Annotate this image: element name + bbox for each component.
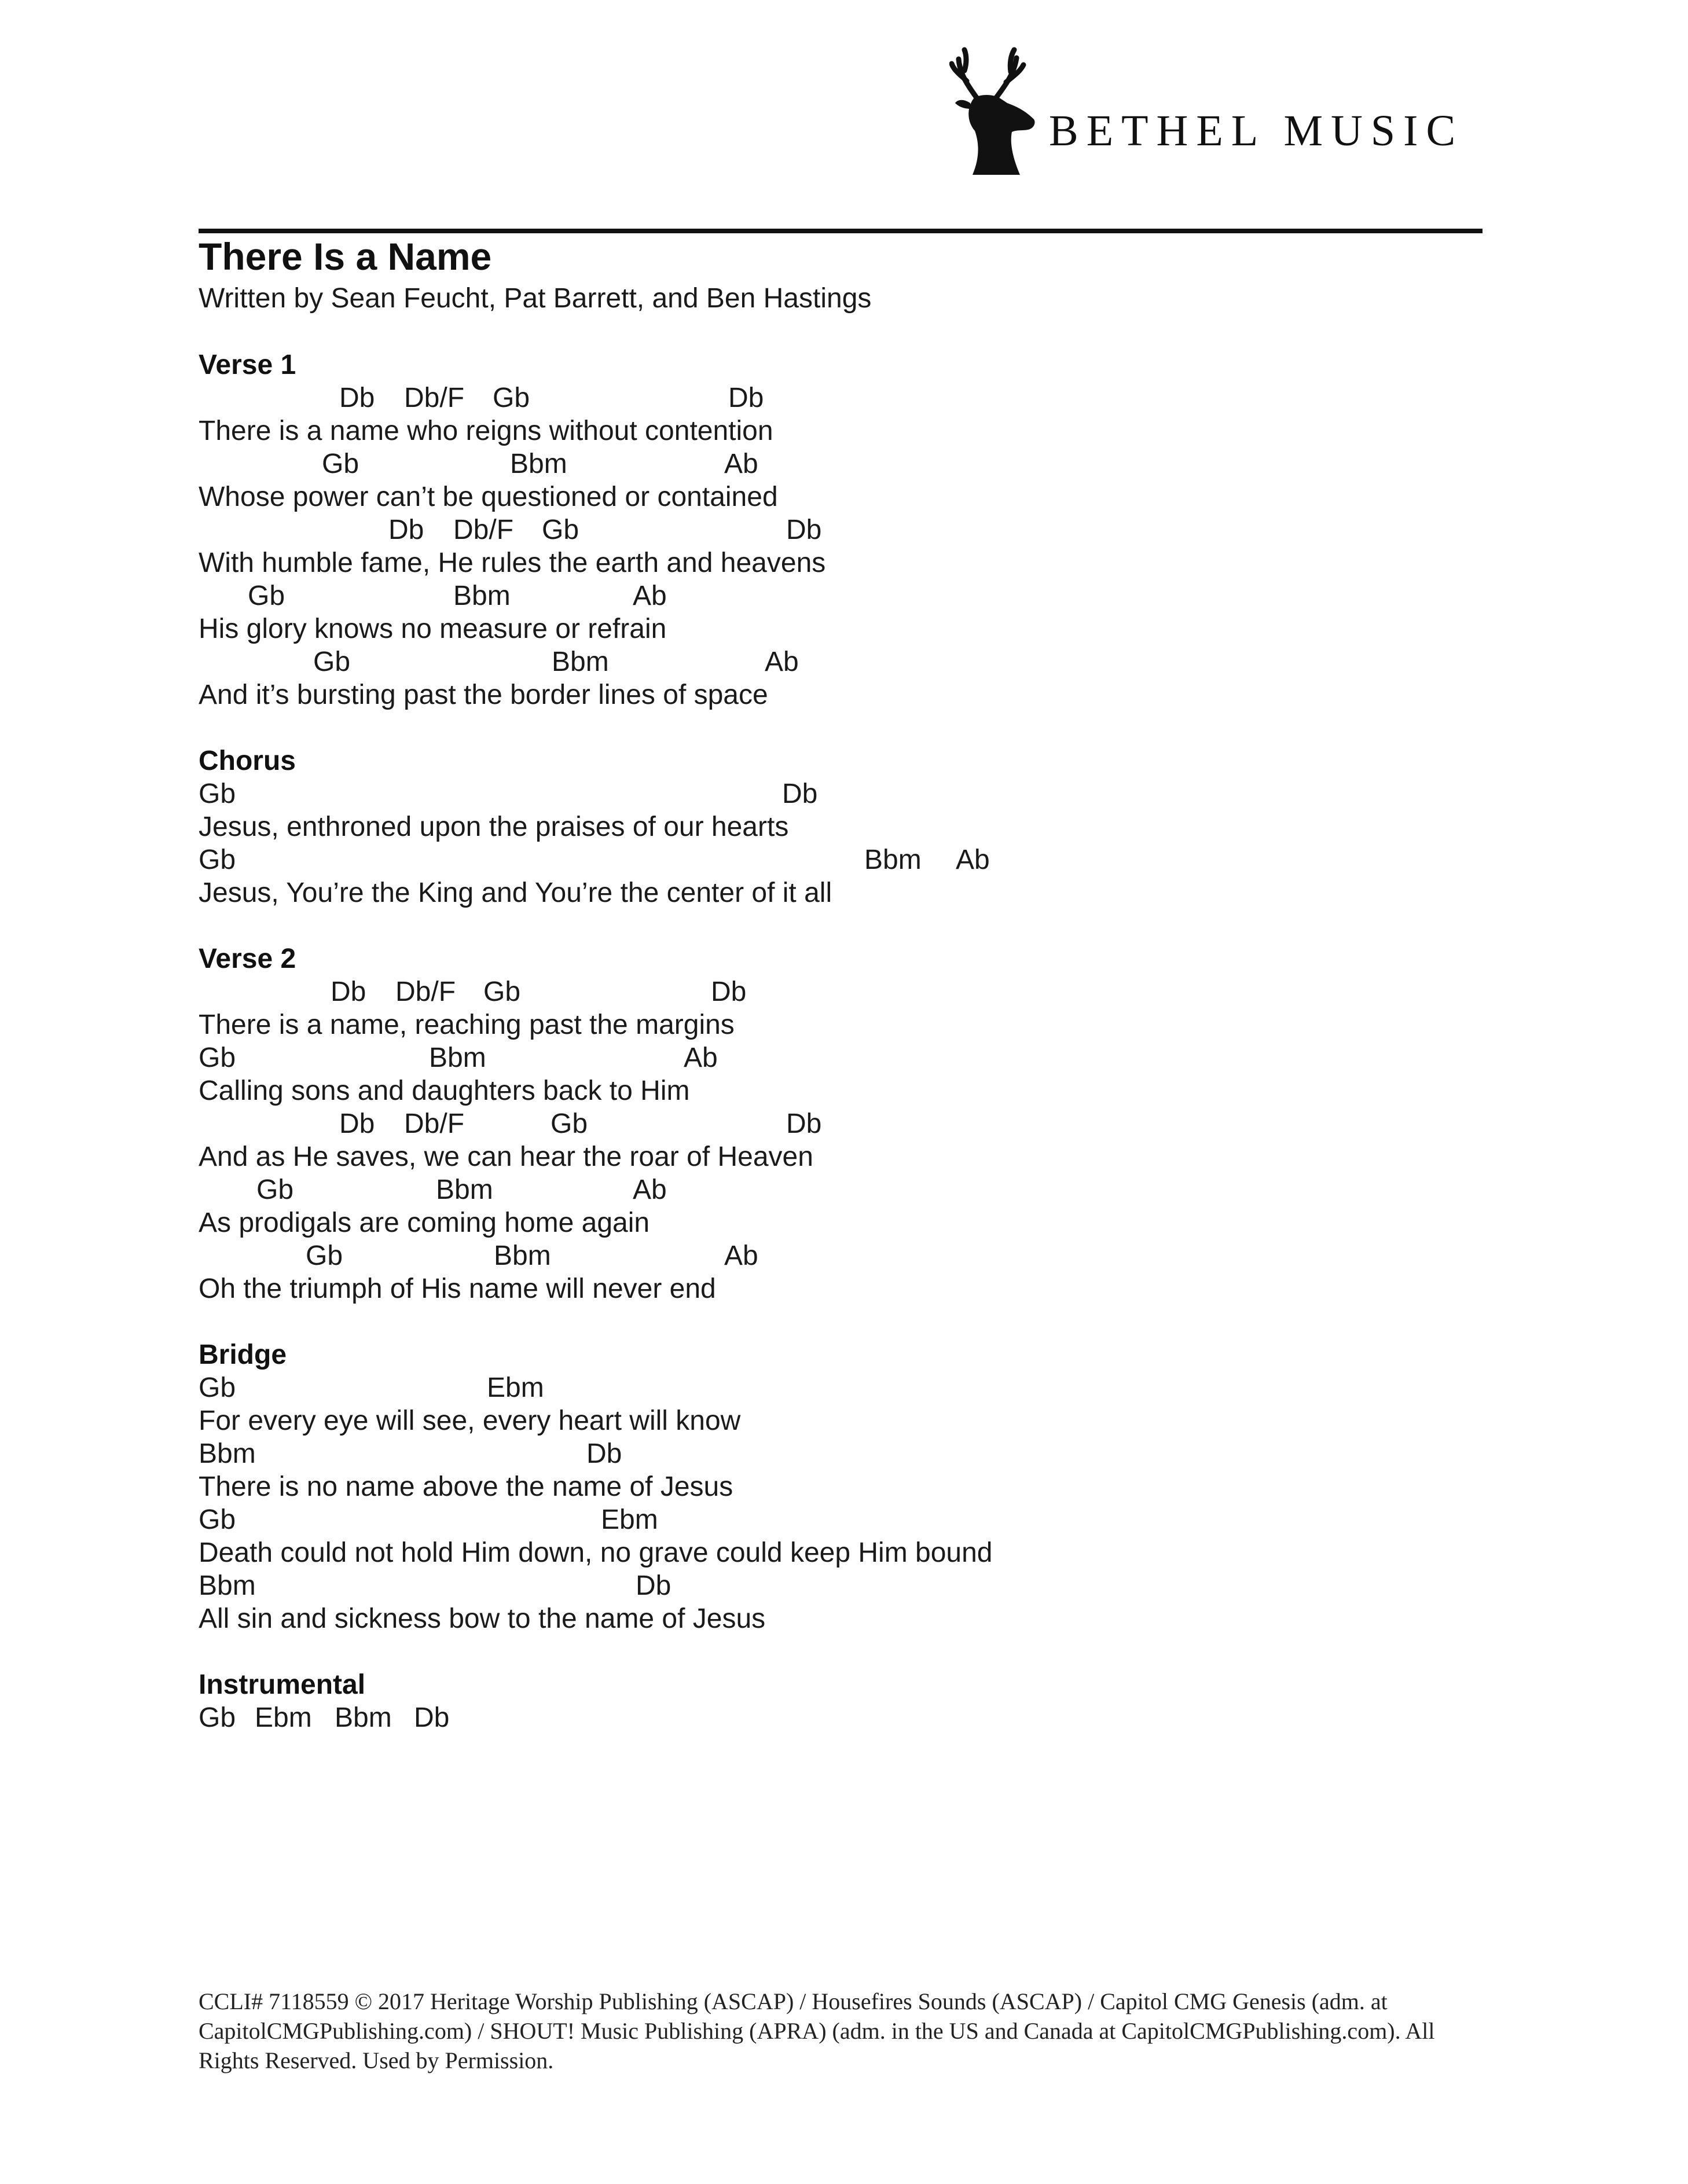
- chord: Db: [782, 779, 818, 809]
- chord: Bbm: [436, 1174, 493, 1205]
- lyric-line: And it’s bursting past the border lines of space: [199, 680, 768, 710]
- chord: Db/F: [404, 1108, 465, 1139]
- chord: Db: [339, 1108, 375, 1139]
- chord: Bbm: [510, 449, 567, 479]
- chord: Bbm: [429, 1043, 486, 1073]
- chord: Ab: [724, 1240, 758, 1271]
- chord: Gb: [199, 845, 236, 875]
- chord-line: [199, 1569, 1472, 1602]
- section-title: Chorus: [199, 746, 296, 776]
- song-writers: Written by Sean Feucht, Pat Barrett, and Ben Hastings: [199, 283, 872, 314]
- lyric-line: As prodigals are coming home again: [199, 1207, 650, 1238]
- chord: Db: [414, 1702, 450, 1733]
- chord: Gb: [542, 515, 579, 545]
- chord-line: [199, 843, 1472, 876]
- chord-line: [199, 1503, 1472, 1536]
- chord: Bbm: [199, 1570, 256, 1601]
- chord: Db: [786, 515, 822, 545]
- lyric-line: And as He saves, we can hear the roar of Heaven: [199, 1141, 813, 1172]
- lyric-line: Calling sons and daughters back to Him: [199, 1076, 690, 1106]
- chord: Gb: [256, 1174, 294, 1205]
- chord-line: [199, 1701, 1472, 1734]
- chord: Db/F: [395, 977, 456, 1007]
- lyric-line: There is no name above the name of Jesus: [199, 1471, 733, 1502]
- chord-line: [199, 1107, 1472, 1140]
- lyric-line: Jesus, You’re the King and You’re the center of it all: [199, 878, 832, 908]
- chord: Db: [388, 515, 424, 545]
- lyric-line: His glory knows no measure or refrain: [199, 614, 667, 644]
- lyric-line: All sin and sickness bow to the name of Jesus: [199, 1603, 766, 1634]
- chord-line: [199, 1173, 1472, 1206]
- copyright-notice: CCLI# 7118559 © 2017 Heritage Worship Publishing (ASCAP) / Housefires Sounds (ASCAP) / Capitol CMG Genesis (adm. at CapitolCMGPublishing.com) / SHOUT! Music Publishing (APRA) (adm. in the US and Canada at CapitolCMGPublishing.com). All Rights Reserved. Used by Permission.: [199, 1988, 1435, 2073]
- chord-line: [199, 513, 1472, 546]
- deer-head-icon: [949, 45, 1036, 175]
- chord-line: [199, 381, 1472, 414]
- song-title: There Is a Name: [199, 235, 492, 278]
- chord-line: [199, 1437, 1472, 1470]
- chord: Gb: [306, 1240, 343, 1271]
- chord-line: [199, 1041, 1472, 1074]
- chord: Gb: [248, 581, 285, 611]
- chord-sheet: [199, 348, 1472, 1767]
- chord: Gb: [493, 383, 530, 413]
- lyric-line: For every eye will see, every heart will know: [199, 1405, 741, 1436]
- bethel-music-logo: [949, 45, 1482, 178]
- chord: Ab: [724, 449, 758, 479]
- chord: Ab: [633, 1174, 667, 1205]
- chord: Gb: [483, 977, 521, 1007]
- chord: Gb: [551, 1108, 588, 1139]
- chord: Db/F: [453, 515, 514, 545]
- section-title: Bridge: [199, 1339, 287, 1370]
- chord: Bbm: [453, 581, 511, 611]
- brand-name: BETHEL MUSIC: [1049, 107, 1464, 155]
- chord: Db: [728, 383, 764, 413]
- chord: Gb: [322, 449, 359, 479]
- chord-line: [199, 1371, 1472, 1404]
- chord: Gb: [199, 1702, 236, 1733]
- chord: Ab: [633, 581, 667, 611]
- chord: Bbm: [494, 1240, 551, 1271]
- chord: Ebm: [601, 1504, 658, 1535]
- chord: Db: [586, 1438, 622, 1469]
- lyric-line: Death could not hold Him down, no grave could keep Him bound: [199, 1537, 993, 1568]
- chord-line: [199, 777, 1472, 810]
- section-title: Verse 2: [199, 944, 296, 974]
- section-instrumental: [199, 1668, 1472, 1734]
- chord: Gb: [313, 647, 351, 677]
- lyric-line: Jesus, enthroned upon the praises of our hearts: [199, 812, 789, 842]
- section-chorus: [199, 744, 1472, 909]
- chord: Bbm: [199, 1438, 256, 1469]
- section-title: Verse 1: [199, 350, 296, 380]
- lyric-line: There is a name who reigns without contention: [199, 416, 773, 446]
- section-verse-2: [199, 942, 1472, 1305]
- chord: Db: [636, 1570, 671, 1601]
- chord: Gb: [199, 1504, 236, 1535]
- chord: Ebm: [487, 1372, 544, 1403]
- lyric-line: There is a name, reaching past the margins: [199, 1010, 735, 1040]
- header-divider: [199, 229, 1482, 233]
- chord: Db: [331, 977, 366, 1007]
- section-verse-1: [199, 348, 1472, 711]
- lyric-line: Oh the triumph of His name will never end: [199, 1273, 716, 1304]
- lyric-line: With humble fame, He rules the earth and heavens: [199, 548, 826, 578]
- chord-line: [199, 1239, 1472, 1272]
- chord-line: [199, 975, 1472, 1008]
- chord: Ab: [765, 647, 799, 677]
- lyric-line: Whose power can’t be questioned or contained: [199, 482, 778, 512]
- chord: Db: [339, 383, 375, 413]
- chord: Gb: [199, 1372, 236, 1403]
- chord: Ab: [684, 1043, 718, 1073]
- section-bridge: [199, 1338, 1472, 1635]
- chord: Ab: [956, 845, 990, 875]
- chord: Bbm: [864, 845, 922, 875]
- chord: Ebm: [255, 1702, 312, 1733]
- chord: Db: [711, 977, 747, 1007]
- chord-line: [199, 447, 1472, 480]
- chord-line: [199, 645, 1472, 678]
- chord: Gb: [199, 1043, 236, 1073]
- chord-line: [199, 579, 1472, 612]
- section-title: Instrumental: [199, 1669, 366, 1700]
- chord: Db/F: [404, 383, 465, 413]
- chord: Bbm: [335, 1702, 392, 1733]
- chord: Db: [786, 1108, 822, 1139]
- chord: Gb: [199, 779, 236, 809]
- chord: Bbm: [552, 647, 609, 677]
